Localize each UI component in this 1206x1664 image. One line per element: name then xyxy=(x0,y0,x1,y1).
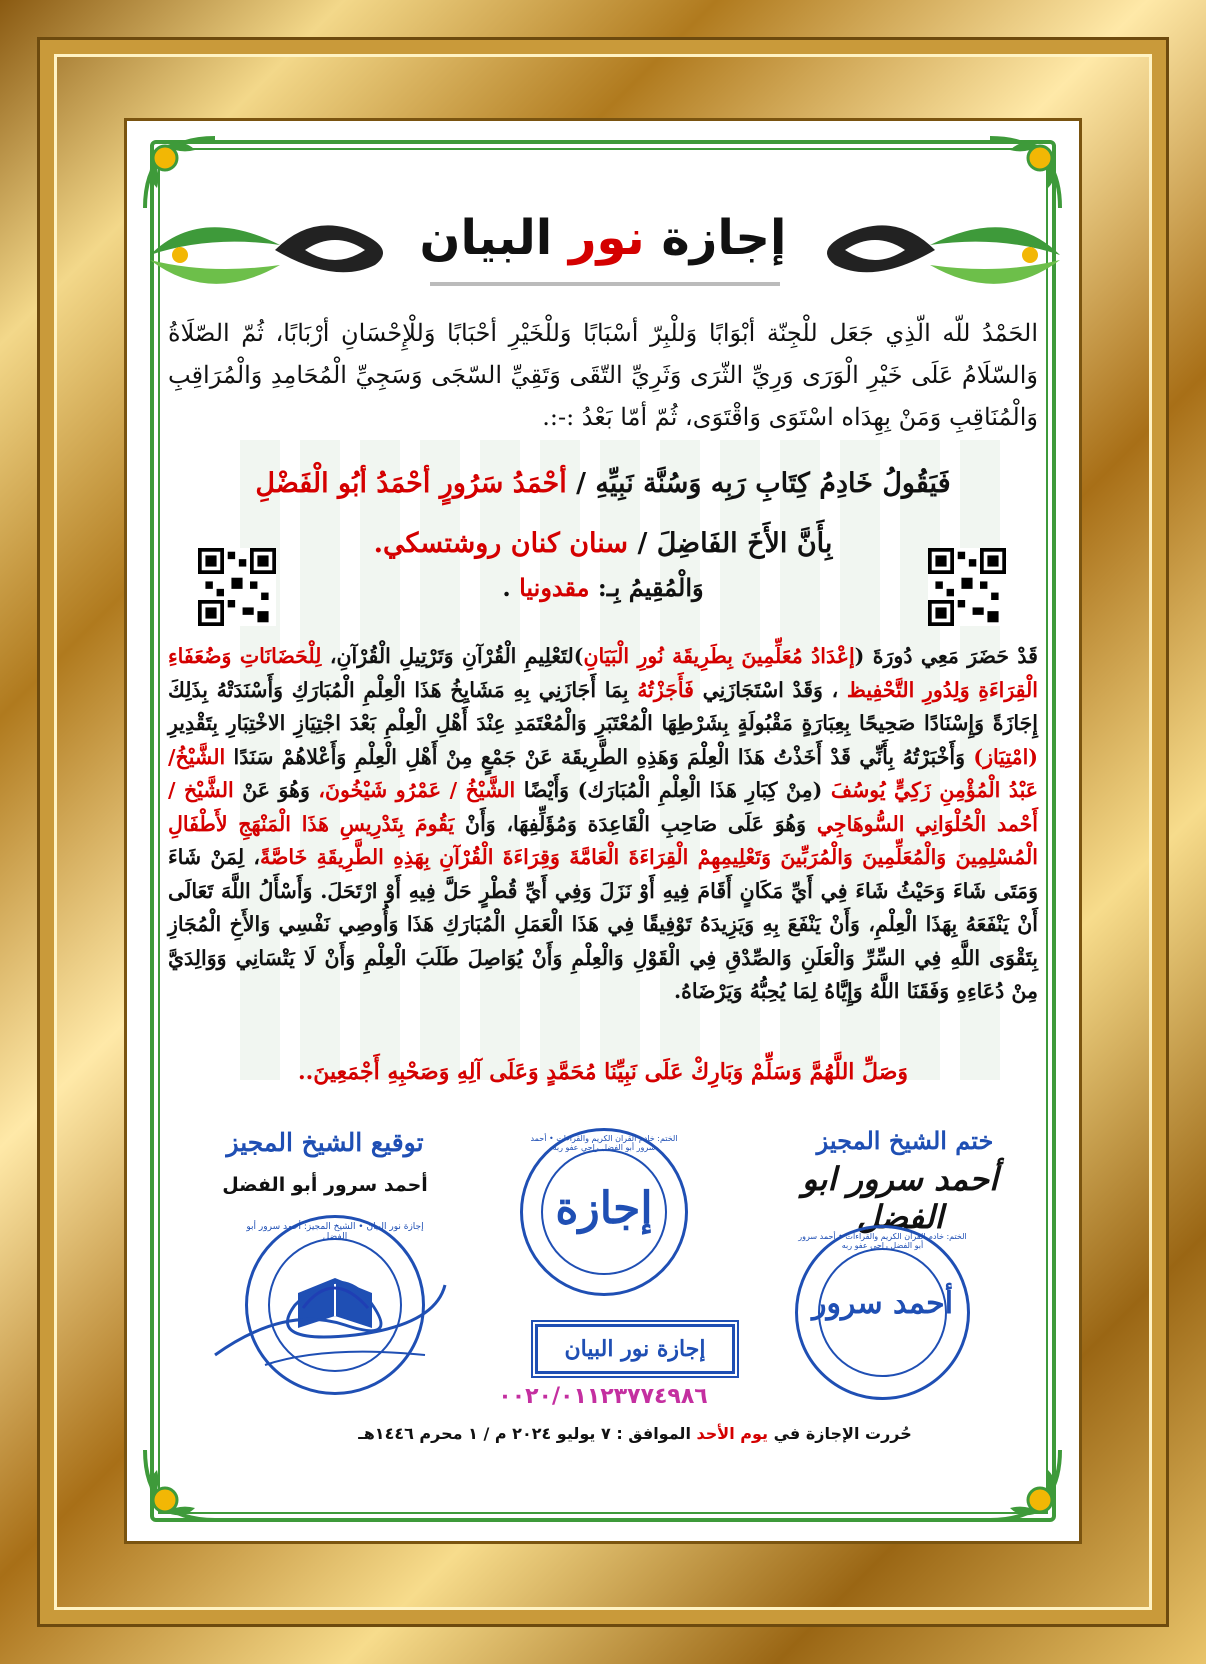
stamp-seal xyxy=(795,1225,970,1400)
signature-heading: توقيع الشيخ المجيز xyxy=(226,1128,424,1157)
body-highlight: الشَّيْخُ/عَبْدُ الْمُؤْمِنِ زَكِيٍّ يُوسُفَ xyxy=(168,744,1038,802)
speaker-line xyxy=(168,462,1038,506)
center-seal-ring-text: الختم: خادم القران الكريم والقراءات • أحمد سرور أبو الفضل راجي عفو ربه xyxy=(530,1134,678,1152)
qr-code-right[interactable] xyxy=(928,548,1006,626)
resident-text: وَالْمُقِيمُ بِـ: xyxy=(597,573,704,602)
student-name: سنان كنان روشتسكي. xyxy=(373,528,629,559)
body-text: وَهُوَ عَلَى صَاحِبِ الْقَاعِدَة وَمُؤَلِّفِهَا، وَأَنْ xyxy=(454,811,817,836)
center-seal xyxy=(520,1128,688,1296)
resident-country: مقدونيا xyxy=(519,573,590,602)
resident-line xyxy=(168,568,1038,608)
speaker-name: أحْمَدُ سَرُورٍ أحْمَدُ أبُو الْفَضْلِ xyxy=(255,468,567,499)
student-text: بِأَنَّ الأَخَ الفَاضِلَ / xyxy=(637,528,833,559)
corner-ornament-bottom-right xyxy=(980,1440,1070,1530)
qr-code-left[interactable] xyxy=(198,548,276,626)
center-seal-word: إجازة xyxy=(555,1183,653,1234)
signature-seal-text: إجازة نور البيان • الشيخ المجيز: أحمد سرور أبو الفضل xyxy=(246,1222,424,1242)
body-text: قَدْ حَضَرَ مَعِي دُورَةَ ( xyxy=(854,644,1038,668)
body-text: ، وَقَدْ اسْتَجَازَنِي xyxy=(693,677,847,702)
badge-title: إجازة نور البيان xyxy=(535,1324,735,1374)
issue-prefix: حُررت الإجازة في xyxy=(773,1424,912,1443)
stamp-handwritten-name: أحمد سرور ابو الفضل xyxy=(802,1160,998,1236)
student-line xyxy=(168,522,1038,566)
body-text: بِمَا أَجَازَنِي بِهِ مَشَايِخُ هَذَا الْعِلْمِ الْمُبَارَكِ وَأَسْنَدَتْهُ بِذَلِكَ إِجَازَةً وَإِسْنَادًا صَحِيحًا بِعِبَارَةٍ مَقْبُولَةٍ بِشَرْطِهَا الْمُعْتَبَرِ وَالْمُعْتَمَدِ عِنْدَ أَهْلِ الْعِلْمِ بَعْدَ اجْتِيَازِ الاخْتِبَارِ بِتَقْدِيرِ xyxy=(168,677,1038,735)
corner-ornament-bottom-left xyxy=(135,1440,225,1530)
phone-number[interactable]: ٠٠٢٠/٠١١٢٣٧٧٤٩٨٦ xyxy=(498,1384,708,1409)
issue-date: الموافق : ٧ يوليو ٢٠٢٤ م / ١ محرم ١٤٤٦هـ xyxy=(358,1424,691,1443)
intro-paragraph: الحَمْدُ للّه الّذِي جَعَل للْجِنّة أبْوَابًا وَللْبِرّ أسْبَابًا وَللْخَيْرِ أحْبَابًا وَللْإِحْسَانِ أرْبَابًا، ثُمّ الصّلَاةُ وَالسّلَامُ عَلَى خَيْرِ الْوَرَى وَرِيِّ الثّرَى وَثَرِيِّ التّقَى وَتَقِيِّ السّجَى وَسَجِيِّ الْمُحَامِدِ وَالْمُرَاقِبِ وَالْمُنَاقِبِ وَمَنْ بِهِدَاه اسْتَوَى وَاقْتَوَى، ثُمّ أمّا بَعْدُ :-:. xyxy=(168,319,1038,431)
closing-prayer: وَصَلِّ اللَّهُمَّ وَسَلِّمْ وَبَارِكْ عَلَى نَبِيِّنَا مُحَمَّدٍ وَعَلَى آلِهِ وَصَحْبِهِ أَجْمَعِينَ.. xyxy=(297,1059,909,1085)
stamp-seal-word: أحمد سرور xyxy=(811,1286,954,1321)
handwritten-signature xyxy=(205,1245,455,1375)
issue-day: يوم الأحد xyxy=(696,1424,769,1443)
title-word-3: البيان xyxy=(419,210,553,266)
stamp-seal-ring-text: الختم: خادم القران الكريم والقراءات • أحمد سرور أبو الفضل راجي عفو ربه xyxy=(798,1232,967,1250)
body-text: (مِنْ كِبَارِ هَذَا الْعِلْمِ الْمُبَارَك) وَأَيْضًا xyxy=(515,778,831,802)
body-highlight: الشَّيْخ / أَحْمد الْحُلْوَانِي السُّوهَاجِي xyxy=(168,778,1038,836)
body-highlight: (امْتِيَاز) xyxy=(973,744,1038,769)
page-title xyxy=(0,210,1206,266)
title-underline xyxy=(430,282,780,286)
issue-date-line xyxy=(290,1424,980,1443)
body-text: )لتَعْلِيمِ الْقُرْآنِ وَتَرْتِيلِ الْقُرْآنِ، xyxy=(321,644,584,668)
body-highlight: يَقُومَ بِتَدْرِيسِ هَذَا الْمَنْهَجِ لأَطْفَالِ الْمُسْلِمِينَ وَالْمُعَلِّمِينَ وَالْمُرَبِّينَ وَتَعْلِيمِهِمْ الْقِرَاءَةَ الْعَامَّةَ وَقِرَاءَةَ الْقُرْآنِ بِهَذِهِ الطَّرِيقَةِ خَاصَّةً xyxy=(168,811,1038,869)
body-paragraph xyxy=(168,640,1038,1009)
body-highlight: لِلْحَضَانَاتِ وَضُعَفَاءِ الْقِرَاءَةِ وَلِدُورِ التَّحْفِيظ xyxy=(168,644,1038,702)
body-text: ، لِمَنْ شَاءَ وَمَتَى شَاءَ وَحَيْثُ شَاءَ فِي أَيِّ مَكَانٍ أَقَامَ فِيهِ أَوْ نَزَلَ وَفِي أَيِّ قُطْرٍ حَلَّ فِيهِ أَوْ ارْتَحَلَ. وَأَسْأَلُ اللَّهَ تَعَالَى أَنْ يَنْفَعَهُ بِهَذَا الْعِلْمِ، وَأَنْ يَنْفَعَ بِهِ وَيَزِيدَهُ تَوْفِيقًا فِي هَذَا الْعَمَلِ الْمُبَارَكِ هَذَا وَأُوصِي نَفْسِي وَالأَخِ الْمُجَازِ بِتَقْوَى اللَّهِ فِي السِّرِّ وَالْعَلَنِ وَالصِّدْقِ فِي الْقَوْلِ وَالْعِلْمِ وَأَنْ يُوَاصِلَ طَلَبَ الْعِلْمِ وَأَنْ لَا يَتْسَانِي وَوَالِدَيَّ مِنْ دُعَاءِهِ وَفَقَنَا اللَّهُ وَإِيَّاهُ لِمَا يُحِبُّهُ وَيَرْضَاهُ. xyxy=(168,845,1038,1003)
body-text: وَأَخْبَرْتُهُ بِأَنِّي قَدْ أَخَذْتُ هَذَا الْعِلْمَ وَهَذِهِ الطَّرِيقَة عَنْ جَمْعٍ مِنْ أَهْلِ الْعِلْمِ وَأَعْلاهُمْ سَنَدًا xyxy=(225,744,974,769)
body-highlight: إعْدَادُ مُعَلِّمِينَ بِطَرِيقَة نُورِ الْبَيَانِ xyxy=(583,644,855,668)
title-word-2: نور xyxy=(568,210,645,266)
speaker-text: فَيَقُولُ خَادِمُ كِتَابِ رَبِه وَسُنَّة نَبِيِّهِ / xyxy=(576,468,951,499)
body-text: وَهُوَ عَنْ xyxy=(233,778,319,802)
title-word-1: إجازة xyxy=(661,210,787,266)
stamp-heading: ختم الشيخ المجيز xyxy=(816,1126,994,1155)
signature-name: أحمد سرور أبو الفضل xyxy=(222,1174,428,1196)
resident-end: . xyxy=(502,573,511,602)
body-highlight: الشَّيْخُ / عَمْرُو شَيْخُونَ، xyxy=(318,778,516,802)
body-highlight: فَأَجَزْتُهُ xyxy=(637,677,694,702)
